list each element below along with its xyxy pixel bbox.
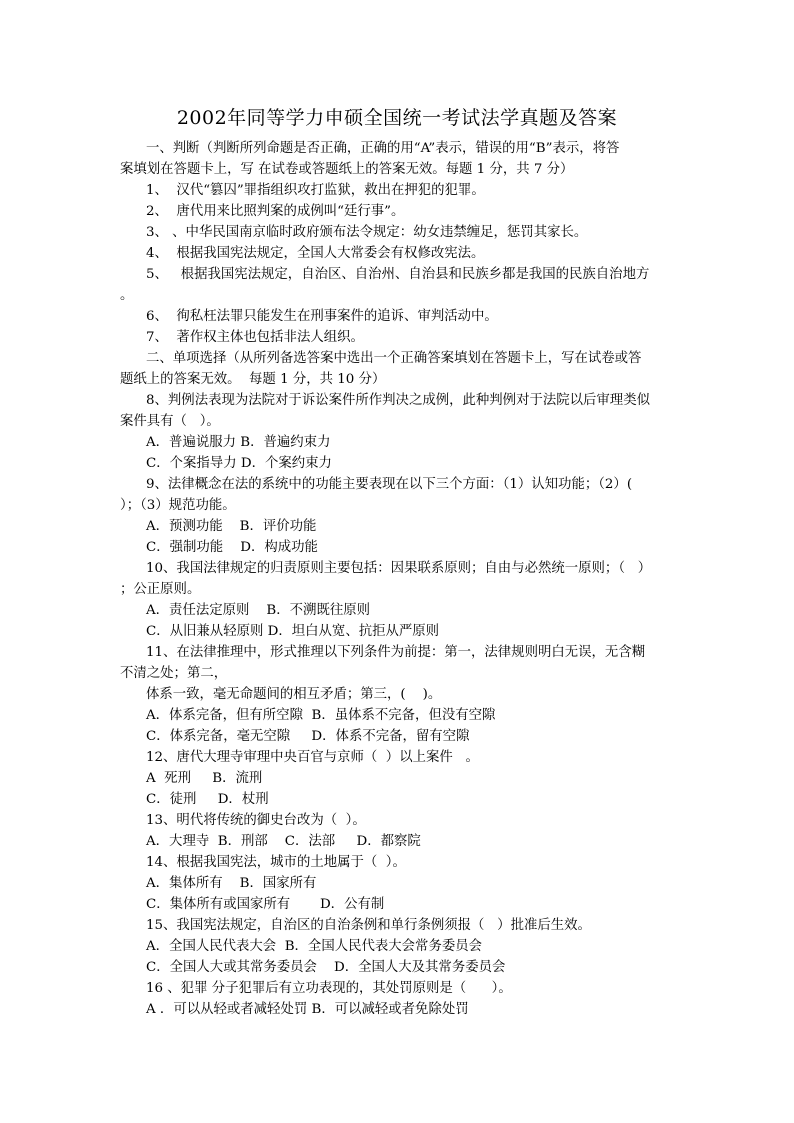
text-line: 2、 唐代用来比照判案的成例叫“廷行事”。 — [146, 204, 405, 219]
text-line: 11、在法律推理中，形式推理以下列条件为前提：第一，法律规则明白无误，无含糊 — [146, 645, 646, 660]
text-line: A．全国人民代表大会 B．全国人民代表大会常务委员会 — [146, 939, 483, 954]
text-line: A．大理寺 B．刑部 C．法部 D．都察院 — [146, 834, 421, 849]
text-line: A．体系完备，但有所空隙 B．虽体系不完备，但没有空隙 — [146, 708, 496, 723]
text-line: 15、我国宪法规定，自治区的自治条例和单行条例须报（ ）批准后生效。 — [146, 918, 591, 933]
text-line: 16 、犯罪 分子犯罪后有立功表现的，其处罚原则是（ ）。 — [146, 981, 512, 996]
text-line: 14、根据我国宪法，城市的土地属于（ ）。 — [146, 855, 406, 870]
text-line: A ．可以从轻或者减轻处罚 B．可以减轻或者免除处罚 — [146, 1002, 469, 1017]
text-line: ）；（3）规范功能。 — [120, 498, 236, 513]
text-line: C．个案指导力 D．个案约束力 — [146, 456, 332, 471]
text-line: 3、 、中华民国南京临时政府颁布法令规定：幼女违禁缠足，惩罚其家长。 — [146, 225, 588, 240]
text-line: C．强制功能 D．构成功能 — [146, 540, 318, 555]
text-line: 5、 根据我国宪法规定，自治区、自治州、自治县和民族乡都是我国的民族自治地方 — [146, 267, 650, 282]
text-line: 案件具有（ ）。 — [120, 414, 220, 429]
text-line: C．从旧兼从轻原则 D．坦白从宽、抗拒从严原则 — [146, 624, 440, 639]
document-body — [120, 138, 680, 1020]
text-line: A．集体所有 B．国家所有 — [146, 876, 317, 891]
text-line: ；公正原则。 — [120, 582, 201, 597]
page-title: 2002年同等学力申硕全国统一考试法学真题及答案 — [176, 107, 618, 129]
text-line: C．全国人大或其常务委员会 D．全国人大及其常务委员会 — [146, 960, 506, 975]
text-line: 体系一致，毫无命题间的相互矛盾；第三，( )。 — [146, 687, 442, 702]
text-line: 1、 汉代“篡囚”罪指组织攻打监狱，救出在押犯的犯罪。 — [146, 183, 485, 198]
text-line: 10、我国法律规定的归责原则主要包括：因果联系原则；自由与必然统一原则；（ ） — [146, 561, 652, 576]
text-line: 一、判断（判断所列命题是否正确，正确的用“A”表示，错误的用“B”表示，将答 — [146, 141, 620, 156]
text-line: 4、 根据我国宪法规定，全国人大常委会有权修改宪法。 — [146, 246, 485, 261]
text-line: A．预测功能 B．评价功能 — [146, 519, 317, 534]
text-line: C．集体所有或国家所有 D．公有制 — [146, 897, 385, 912]
text-line: 题纸上的答案无效。 每题 1 分，共 10 分） — [120, 372, 386, 387]
text-line: 二、单项选择（从所列备选答案中选出一个正确答案填划在答题卡上，写在试卷或答 — [146, 351, 642, 366]
text-line: A 死刑 B．流刑 — [146, 771, 263, 786]
text-line: C．徒刑 D．杖刑 — [146, 792, 269, 807]
text-line: A．责任法定原则 B．不溯既往原则 — [146, 603, 371, 618]
text-line: 。 — [120, 288, 134, 303]
text-line: 6、 徇私枉法罪只能发生在刑事案件的追诉、审判活动中。 — [146, 309, 498, 324]
text-line: 12、唐代大理寺审理中央百官与京师（ ）以上案件 。 — [146, 750, 479, 765]
text-line: C．体系完备，毫无空隙 D．体系不完备，留有空隙 — [146, 729, 470, 744]
text-line: A．普遍说服力 B．普遍约束力 — [146, 435, 331, 450]
text-line: 9、法律概念在法的系统中的功能主要表现在以下三个方面：（1）认知功能；（2）( — [146, 477, 633, 492]
text-line: 案填划在答题卡上，写 在试卷或答题纸上的答案无效。每题 1 分，共 7 分） — [120, 162, 574, 177]
text-line: 8、判例法表现为法院对于诉讼案件所作判决之成例，此种判例对于法院以后审理类似 — [146, 393, 650, 408]
text-line: 不清之处；第二， — [120, 666, 228, 681]
text-line: 7、 著作权主体也包括非法人组织。 — [146, 330, 364, 345]
text-line: 13、明代将传统的御史台改为（ ）。 — [146, 813, 366, 828]
